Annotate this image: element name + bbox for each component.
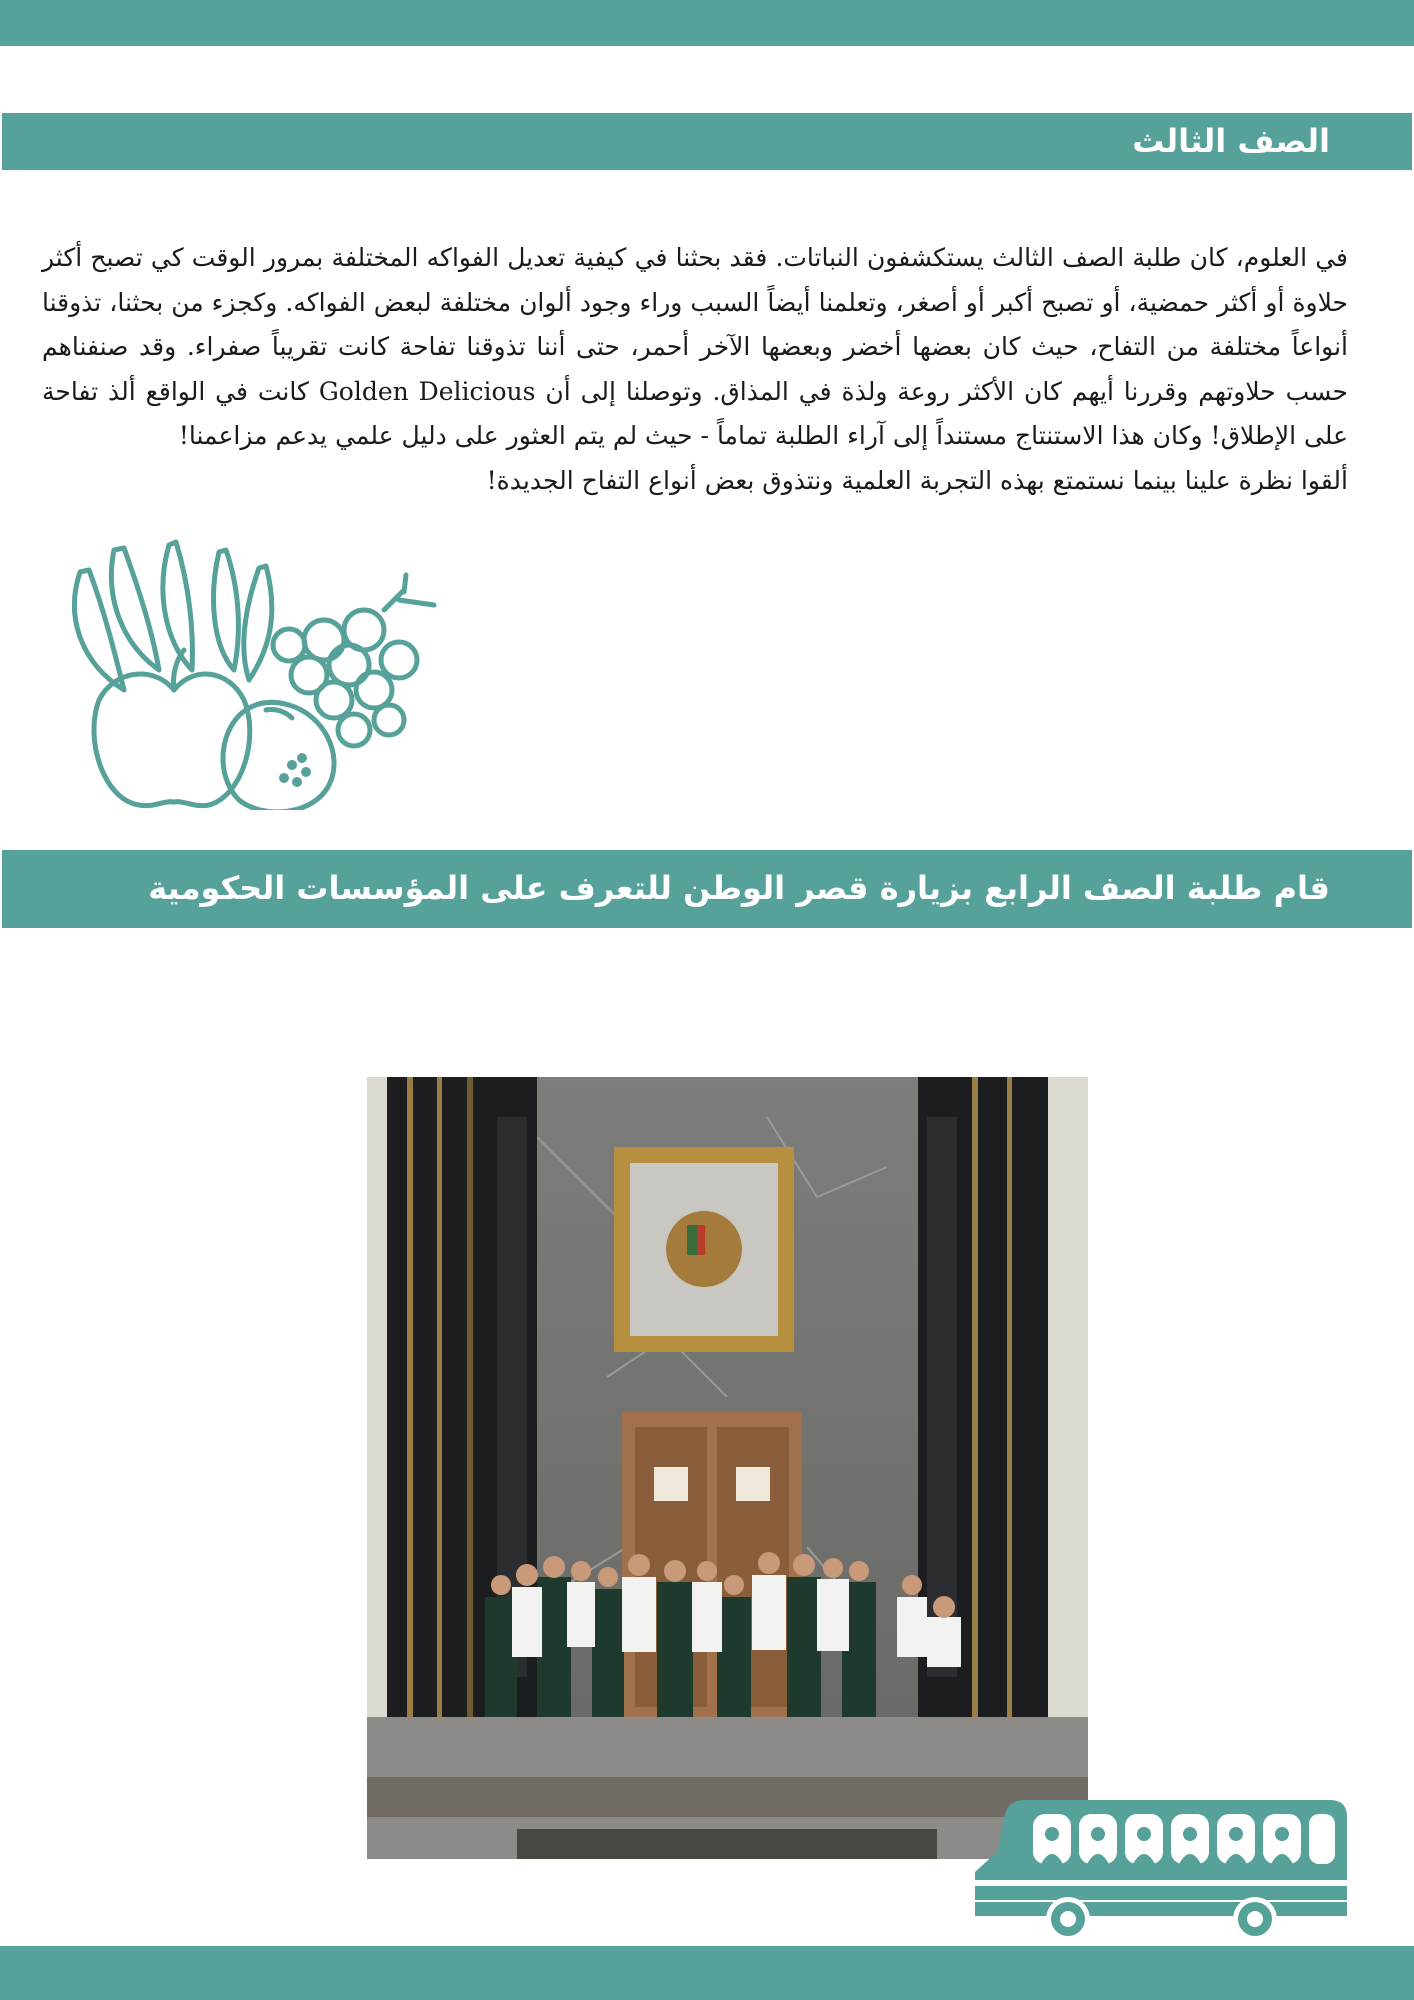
grade4-heading-band: [2, 850, 1412, 928]
bottom-accent-bar: [0, 1946, 1414, 2000]
bus-illustration-icon: [975, 1792, 1349, 1942]
grade3-paragraph: ألقوا نظرة علينا بينما نستمتع بهذه التجربة العلمية ونتذوق بعض أنواع التفاح الجديدة!: [486, 465, 1348, 495]
grade3-heading-band: [2, 113, 1412, 170]
class-photo-image: [367, 1077, 1088, 1859]
grade4-heading: قام طلبة الصف الرابع بزيارة قصر الوطن للتعرف على المؤسسات الحكومية: [148, 869, 1330, 907]
grade3-article: [42, 236, 1348, 503]
grade3-heading: الصف الثالث: [1132, 122, 1330, 160]
class-photo: [367, 1077, 1088, 1859]
fruit-illustration-icon: [44, 530, 444, 810]
grade3-paragraph: في العلوم، كان طلبة الصف الثالث يستكشفون النباتات. فقد بحثنا في كيفية تعديل الفواكه المختلفة بمرور الوقت كي تصبح أكثر حلاوة أو أكثر حمضية، أو تصبح أكبر أو أصغر، وتعلمنا أيضاً السبب وراء وجود ألوان مختلفة لبعض الفواكه. وكجزء من بحثنا، تذوقنا أنواعاً مختلفة من التفاح، حيث كان بعضها أخضر وبعضها الآخر أحمر، حتى أننا تذوقنا تفاحة كانت تقريباً صفراء. وقد صنفناهم حسب حلاوتهم وقررنا أيهم كان الأكثر روعة ولذة في المذاق. وتوصلنا إلى أن Golden Delicious كانت في الواقع ألذ تفاحة على الإطلاق! وكان هذا الاستنتاج مستنداً إلى آراء الطلبة تماماً - حيث لم يتم العثور على دليل علمي يدعم مزاعمنا!: [42, 243, 1348, 450]
top-accent-bar: [0, 0, 1414, 46]
